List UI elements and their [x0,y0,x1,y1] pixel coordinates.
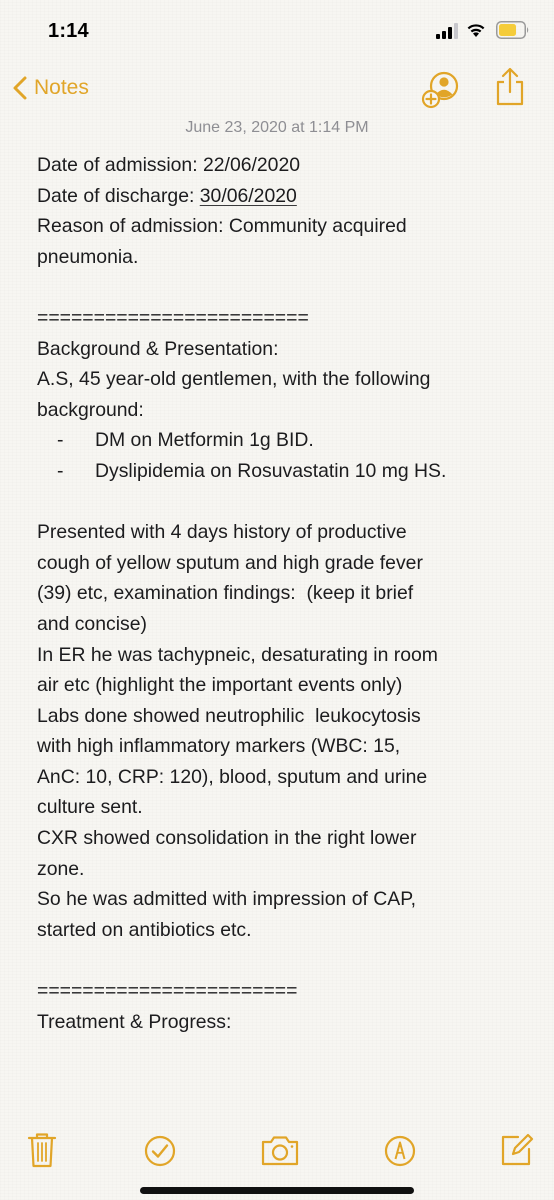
home-indicator[interactable] [140,1187,414,1194]
blank-line [37,272,527,303]
status-time: 1:14 [48,20,89,42]
bottom-toolbar [0,1128,554,1176]
blank-line [37,945,527,976]
battery-icon [496,21,530,39]
separator-line: ======================== [37,306,309,329]
share-icon[interactable] [492,66,528,108]
back-button[interactable] [10,70,89,106]
reason-line: pneumonia. [37,245,139,268]
treatment-heading: Treatment & Progress: [37,1010,232,1033]
labs-line: culture sent. [37,796,143,819]
labs-line: with high inflammatory markers (WBC: 15, [37,735,401,758]
patient-line: background: [37,398,144,421]
er-line: air etc (highlight the important events only) [37,674,403,697]
add-person-icon[interactable] [420,68,462,110]
admit-line: started on antibiotics etc. [37,918,252,941]
labs-line: Labs done showed neutrophilic leukocytosis [37,704,421,727]
bullet-dash: - [57,429,64,452]
discharge-label: Date of discharge: [37,184,200,207]
nav-bar [0,62,554,116]
compose-icon[interactable] [494,1128,538,1172]
background-heading: Background & Presentation: [37,337,279,360]
reason-line: Reason of admission: Community acquired [37,215,407,238]
er-line: In ER he was tachypneic, desaturating in room [37,643,438,666]
bullet-dash: - [57,459,64,482]
labs-line: AnC: 10, CRP: 120), blood, sputum and urine [37,765,428,788]
note-body[interactable] [37,150,527,1037]
patient-line: A.S, 45 year-old gentlemen, with the following [37,368,431,391]
presentation-line: (39) etc, examination findings: (keep it brief [37,582,414,605]
note-date: June 23, 2020 at 1:14 PM [185,119,369,136]
status-bar [0,0,554,60]
presentation-line: cough of yellow sputum and high grade fever [37,551,423,574]
admission-date: 22/06/2020 [202,154,301,176]
presentation-line: and concise) [37,612,147,635]
separator-line: ======================= [37,980,298,1003]
trash-icon[interactable] [20,1128,64,1172]
markup-pen-icon[interactable] [378,1128,422,1172]
list-item-text: Dyslipidemia on Rosuvastatin 10 mg HS. [95,459,447,482]
discharge-date-link[interactable]: 30/06/2020 [199,184,297,207]
back-label: Notes [34,76,89,99]
camera-icon[interactable] [258,1128,302,1172]
admit-line: So he was admitted with impression of CAP, [37,888,417,911]
presentation-line: Presented with 4 days history of productive [37,521,407,544]
wifi-icon [466,22,486,38]
discharge-line [37,181,527,212]
blank-line [37,487,527,518]
chevron-left-icon [10,74,32,102]
admission-line [37,150,527,181]
list-item-text: DM on Metformin 1g BID. [95,429,314,452]
list-item [37,425,527,456]
admission-label: Date of admission: [37,154,203,176]
cellular-signal-icon [436,23,458,39]
list-item [37,456,527,487]
cxr-line: zone. [37,857,85,880]
cxr-line: CXR showed consolidation in the right lower [37,827,417,850]
checkmark-circle-icon[interactable] [138,1128,182,1172]
